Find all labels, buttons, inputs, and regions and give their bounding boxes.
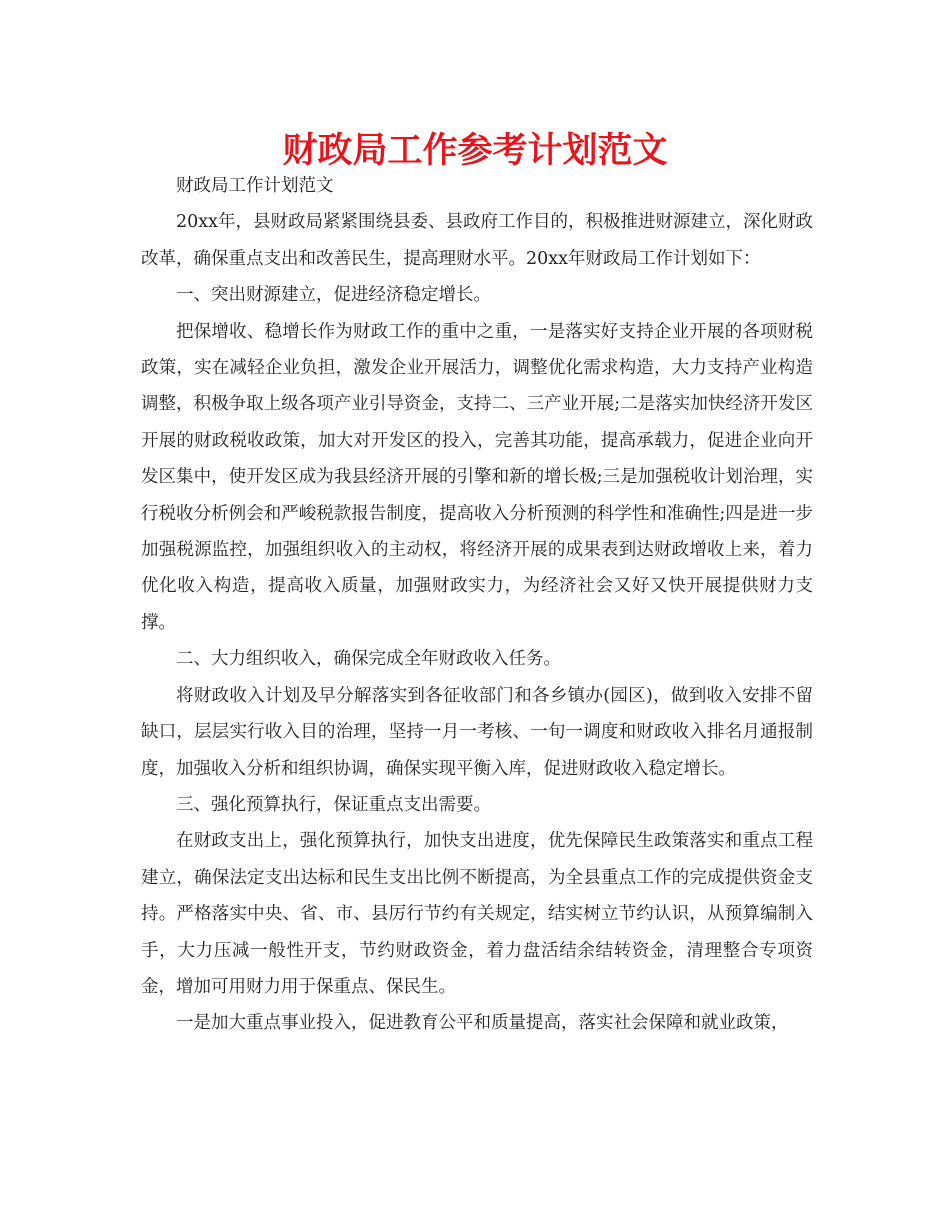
paragraph-section-1: 把保增收、稳增长作为财政工作的重中之重，一是落实好支持企业开展的各项财税政策，实在减轻企业负担，激发企业开展活力，调整优化需求构造，大力支持产业构造调整，积极争取上级各项产业引导资金，支持二、三产业开展;二是落实加快经济开发区开展的财政税收政策，加大对开发区的投入，完善其功能，提高承载力，促进企业向开发区集中，使开发区成为我县经济开展的引擎和新的增长极;三是加强税收计划治理，实行税收分析例会和严峻税款报告制度，提高收入分析预测的科学性和准确性;四是进一步加强税源监控，加强组织收入的主动权，将经济开展的成果表到达财政增收上来，着力优化收入构造，提高收入质量，加强财政实力，为经济社会又好又快开展提供财力支撑。 xyxy=(141,321,813,633)
section-heading-3: 三、强化预算执行，保证重点支出需要。 xyxy=(176,794,491,815)
paragraph-intro: 20xx年，县财政局紧紧围绕县委、县政府工作目的，积极推进财源建立，深化财政改革，确保重点支出和改善民生，提高理财水平。20xx年财政局工作计划如下： xyxy=(141,212,814,269)
paragraph-section-3: 在财政支出上，强化预算执行，加快支出进度，优先保障民生政策落实和重点工程建立，确保法定支出达标和民生支出比例不断提高，为全县重点工作的完成提供资金支持。严格落实中央、省、市、县厉行节约有关规定，结实树立节约认识，从预算编制入手，大力压减一般性开支，节约财政资金，着力盘活结余结转资金，清理整合专项资金，增加可用财力用于保重点、保民生。 xyxy=(141,831,813,997)
document-body xyxy=(141,168,813,1042)
paragraph-subtitle: 财政局工作计划范文 xyxy=(176,176,334,196)
document-title: 财政局工作参考计划范文 xyxy=(282,131,668,171)
paragraph-section-2: 将财政收入计划及早分解落实到各征收部门和各乡镇办(园区)，做到收入安排不留缺口，层层实行收入目的治理，坚持一月一考核、一旬一调度和财政收入排名月通报制度，加强收入分析和组织协调，确保实现平衡入库，促进财政收入稳定增长。 xyxy=(141,685,813,779)
section-heading-1: 一、突出财源建立，促进经济稳定增长。 xyxy=(176,285,491,306)
section-heading-2: 二、大力组织收入，确保完成全年财政收入任务。 xyxy=(176,649,561,670)
paragraph-section-3-item-1: 一是加大重点事业投入，促进教育公平和质量提高，落实社会保障和就业政策， xyxy=(176,1013,789,1034)
